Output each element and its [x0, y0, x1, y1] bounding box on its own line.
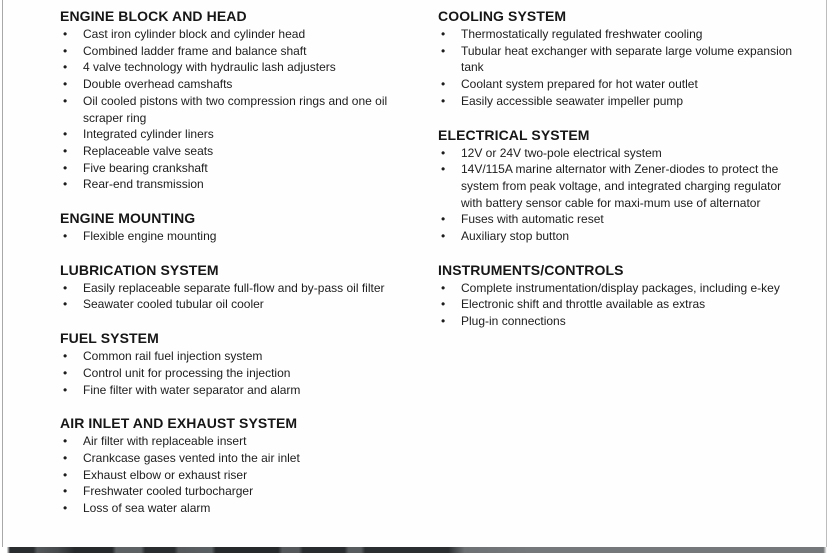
spec-item	[438, 296, 798, 313]
bullet-icon: •	[441, 280, 446, 295]
spec-item	[438, 280, 798, 297]
section-heading: ELECTRICAL SYSTEM	[438, 126, 590, 143]
spec-item	[438, 211, 798, 228]
spec-item	[60, 76, 400, 93]
spec-item	[438, 145, 798, 162]
bullet-icon: •	[63, 27, 68, 41]
bullet-icon: •	[441, 314, 446, 329]
spec-item	[60, 176, 400, 193]
spec-item	[60, 348, 400, 365]
spec-item	[60, 160, 400, 177]
spec-item-text: Exhaust elbow or exhaust riser	[83, 467, 248, 482]
section-item-list	[60, 348, 400, 398]
section-item-list	[60, 228, 400, 245]
bullet-icon: •	[441, 212, 446, 227]
spec-item	[60, 365, 400, 382]
bullet-icon: •	[441, 93, 446, 108]
spec-item-text: Double overhead camshafts	[83, 77, 233, 92]
spec-item-text: Rear-end transmission	[83, 177, 204, 192]
spec-item-text: Tubular heat exchanger with separate large volume expansion tank	[461, 43, 793, 75]
spec-item-text: Replaceable valve seats	[83, 143, 214, 158]
spec-section	[438, 127, 798, 245]
spec-item-text: Plug-in connections	[461, 314, 566, 329]
spec-item-text: Easily replaceable separate full-flow and by-pass oil filter	[83, 280, 385, 295]
spec-item-text: Easily accessible seawater impeller pump	[461, 93, 684, 108]
spec-item-text: Electronic shift and throttle available as extras	[461, 297, 706, 312]
spec-item-text: Auxiliary stop button	[461, 229, 570, 244]
spec-item	[60, 228, 400, 245]
spec-item-text: Seawater cooled tubular oil cooler	[83, 297, 264, 312]
bullet-icon: •	[63, 177, 68, 192]
bullet-icon: •	[63, 60, 68, 75]
spec-item-text: Integrated cylinder liners	[83, 127, 214, 142]
bullet-icon: •	[63, 484, 68, 499]
spec-item-text: Cast iron cylinder block and cylinder head	[83, 27, 306, 41]
spec-item	[60, 126, 400, 143]
spec-section	[60, 415, 400, 517]
spec-item	[60, 382, 400, 399]
spec-item	[438, 93, 798, 110]
bullet-icon: •	[63, 365, 68, 380]
section-item-list	[60, 280, 400, 313]
spec-item	[438, 313, 798, 330]
section-heading: COOLING SYSTEM	[438, 8, 567, 24]
bullet-icon: •	[441, 229, 446, 244]
spec-item-text: Freshwater cooled turbocharger	[83, 484, 254, 499]
spec-section	[60, 262, 400, 313]
spec-item	[60, 296, 400, 313]
spec-item-text: Complete instrumentation/display packages, including e-key	[461, 280, 780, 295]
spec-item	[60, 450, 400, 467]
spec-item-text: 14V/115A marine alternator with Zener-diodes to protect the system from peak voltage, and integrated charging regulator with battery sensor cable for maxi-mum use of alternator	[461, 162, 782, 210]
spec-item	[60, 26, 400, 43]
spec-section	[60, 210, 400, 245]
spec-item	[60, 43, 400, 60]
bullet-icon: •	[63, 297, 68, 312]
section-item-list	[438, 145, 798, 245]
spec-item-text: Fuses with automatic reset	[461, 212, 604, 227]
bullet-icon: •	[441, 145, 446, 160]
bullet-icon: •	[441, 162, 446, 177]
bullet-icon: •	[63, 160, 68, 175]
bullet-icon: •	[63, 501, 68, 516]
spec-item	[60, 143, 400, 160]
spec-item-text: 4 valve technology with hydraulic lash adjusters	[83, 60, 336, 75]
section-heading: INSTRUMENTS/CONTROLS	[438, 261, 624, 278]
bullet-icon: •	[63, 93, 68, 108]
page-edge-left	[2, 0, 3, 553]
bullet-icon: •	[63, 127, 68, 142]
spec-item-text: Five bearing crankshaft	[83, 160, 208, 175]
page-edge-right	[826, 0, 827, 553]
bullet-icon: •	[63, 280, 68, 295]
spec-item-text: Coolant system prepared for hot water outlet	[461, 77, 698, 92]
spec-item-text: Control unit for processing the injection	[83, 365, 291, 380]
spec-item	[60, 280, 400, 297]
spec-section	[438, 262, 798, 330]
section-item-list	[60, 433, 400, 517]
bullet-icon: •	[441, 297, 446, 312]
spec-item	[60, 467, 400, 484]
spec-section	[60, 330, 400, 398]
spec-item-text: Loss of sea water alarm	[83, 501, 211, 516]
bullet-icon: •	[63, 467, 68, 482]
spec-item-text: Crankcase gases vented into the air inlet	[83, 450, 300, 465]
spec-item	[438, 26, 798, 43]
bullet-icon: •	[63, 229, 68, 244]
spec-item	[60, 433, 400, 450]
section-item-list	[60, 26, 400, 193]
bullet-icon: •	[63, 434, 68, 449]
spec-column-right	[438, 8, 798, 347]
section-item-list	[438, 26, 798, 110]
bullet-icon: •	[63, 77, 68, 92]
spec-item	[60, 93, 400, 126]
spec-column-left	[60, 8, 400, 534]
spec-item-text: Thermostatically regulated freshwater cooling	[461, 27, 703, 41]
bottom-strip	[0, 547, 830, 553]
spec-section	[438, 8, 798, 110]
spec-item	[60, 500, 400, 517]
spec-section	[60, 8, 400, 193]
section-heading: ENGINE MOUNTING	[60, 210, 196, 227]
bullet-icon: •	[441, 27, 446, 41]
bullet-icon: •	[441, 77, 446, 92]
bullet-icon: •	[63, 43, 68, 58]
bullet-icon: •	[63, 349, 68, 364]
bullet-icon: •	[63, 450, 68, 465]
spec-item	[438, 76, 798, 93]
spec-item-text: Common rail fuel injection system	[83, 349, 263, 364]
spec-item	[438, 43, 798, 76]
spec-item-text: Fine filter with water separator and alarm	[83, 382, 301, 397]
bullet-icon: •	[63, 143, 68, 158]
spec-item	[438, 228, 798, 245]
spec-item-text: Air filter with replaceable insert	[83, 434, 247, 449]
spec-item	[438, 161, 798, 211]
bullet-icon: •	[63, 382, 68, 397]
section-heading: FUEL SYSTEM	[60, 330, 159, 347]
spec-item-text: Combined ladder frame and balance shaft	[83, 43, 307, 58]
spec-item-text: 12V or 24V two-pole electrical system	[461, 145, 662, 160]
section-heading: LUBRICATION SYSTEM	[60, 261, 219, 278]
section-heading: AIR INLET AND EXHAUST SYSTEM	[60, 415, 298, 432]
spec-item-text: Oil cooled pistons with two compression rings and one oil scraper ring	[83, 93, 388, 125]
section-heading: ENGINE BLOCK AND HEAD	[60, 8, 247, 24]
spec-item-text: Flexible engine mounting	[83, 229, 217, 244]
bullet-icon: •	[441, 43, 446, 58]
section-item-list	[438, 280, 798, 330]
spec-item	[60, 59, 400, 76]
spec-item	[60, 483, 400, 500]
